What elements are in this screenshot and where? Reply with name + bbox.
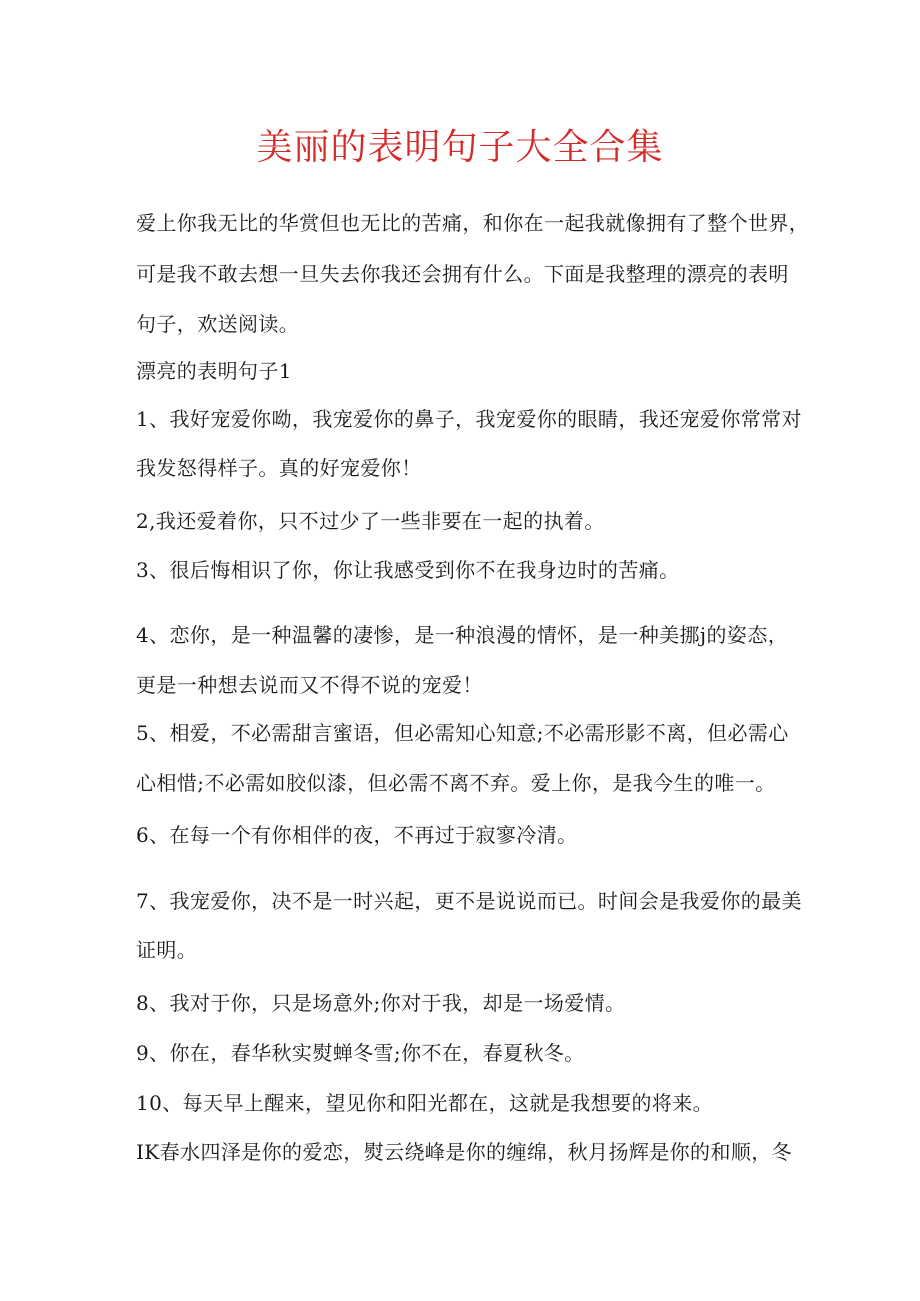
- document-title: 美丽的表明句子大全合集: [256, 127, 664, 168]
- text-line: 1、我好宠爱你呦，我宠爱你的鼻子，我宠爱你的眼睛，我还宠爱你常常对: [136, 407, 802, 431]
- section-heading: 漂亮的表明句子1: [136, 359, 292, 383]
- text-line: 证明。: [136, 938, 198, 962]
- text-line: 9、你在，春华秋实熨蝉冬雪;你不在，春夏秋冬。: [136, 1041, 585, 1065]
- text-line: 句子，欢送阅读。: [136, 312, 300, 336]
- text-line: 我发怒得样子。真的好宠爱你！: [136, 456, 422, 480]
- text-line: 7、我宠爱你，决不是一时兴起，更不是说说而已。时间会是我爱你的最美: [136, 889, 802, 913]
- text-line: 更是一种想去说而又不得不说的宠爱！: [136, 673, 483, 697]
- text-line: 2,我还爱着你，只不过少了一些非要在一起的执着。: [136, 509, 605, 533]
- text-line: 可是我不敢去想一旦失去你我还会拥有什么。下面是我整理的漂亮的表明: [136, 262, 789, 286]
- text-line: 3、很后悔相识了你，你让我感受到你不在我身边时的苦痛。: [136, 558, 680, 582]
- text-line: 爱上你我无比的华赏但也无比的苦痛，和你在一起我就像拥有了整个世界，: [136, 211, 810, 235]
- text-line: 心相惜;不必需如胶似漆，但必需不离不弃。爱上你，是我今生的唯一。: [136, 771, 776, 795]
- text-line: 10、每天早上醒来，望见你和阳光都在，这就是我想要的将来。: [136, 1091, 714, 1115]
- text-line: IK春水四泽是你的爱恋，熨云绕峰是你的缠绵，秋月扬辉是你的和顺，冬: [136, 1140, 793, 1164]
- text-line: 8、我对于你，只是场意外;你对于我，却是一场爱情。: [136, 991, 626, 1015]
- text-line: 4、恋你，是一种温馨的凄惨，是一种浪漫的情怀，是一种美挪j的姿态，: [136, 623, 789, 647]
- text-line: 5、相爱，不必需甜言蜜语，但必需知心知意;不必需形影不离，但必需心: [136, 721, 789, 745]
- text-line: 6、在每一个有你相伴的夜，不再过于寂寥冷清。: [136, 823, 578, 847]
